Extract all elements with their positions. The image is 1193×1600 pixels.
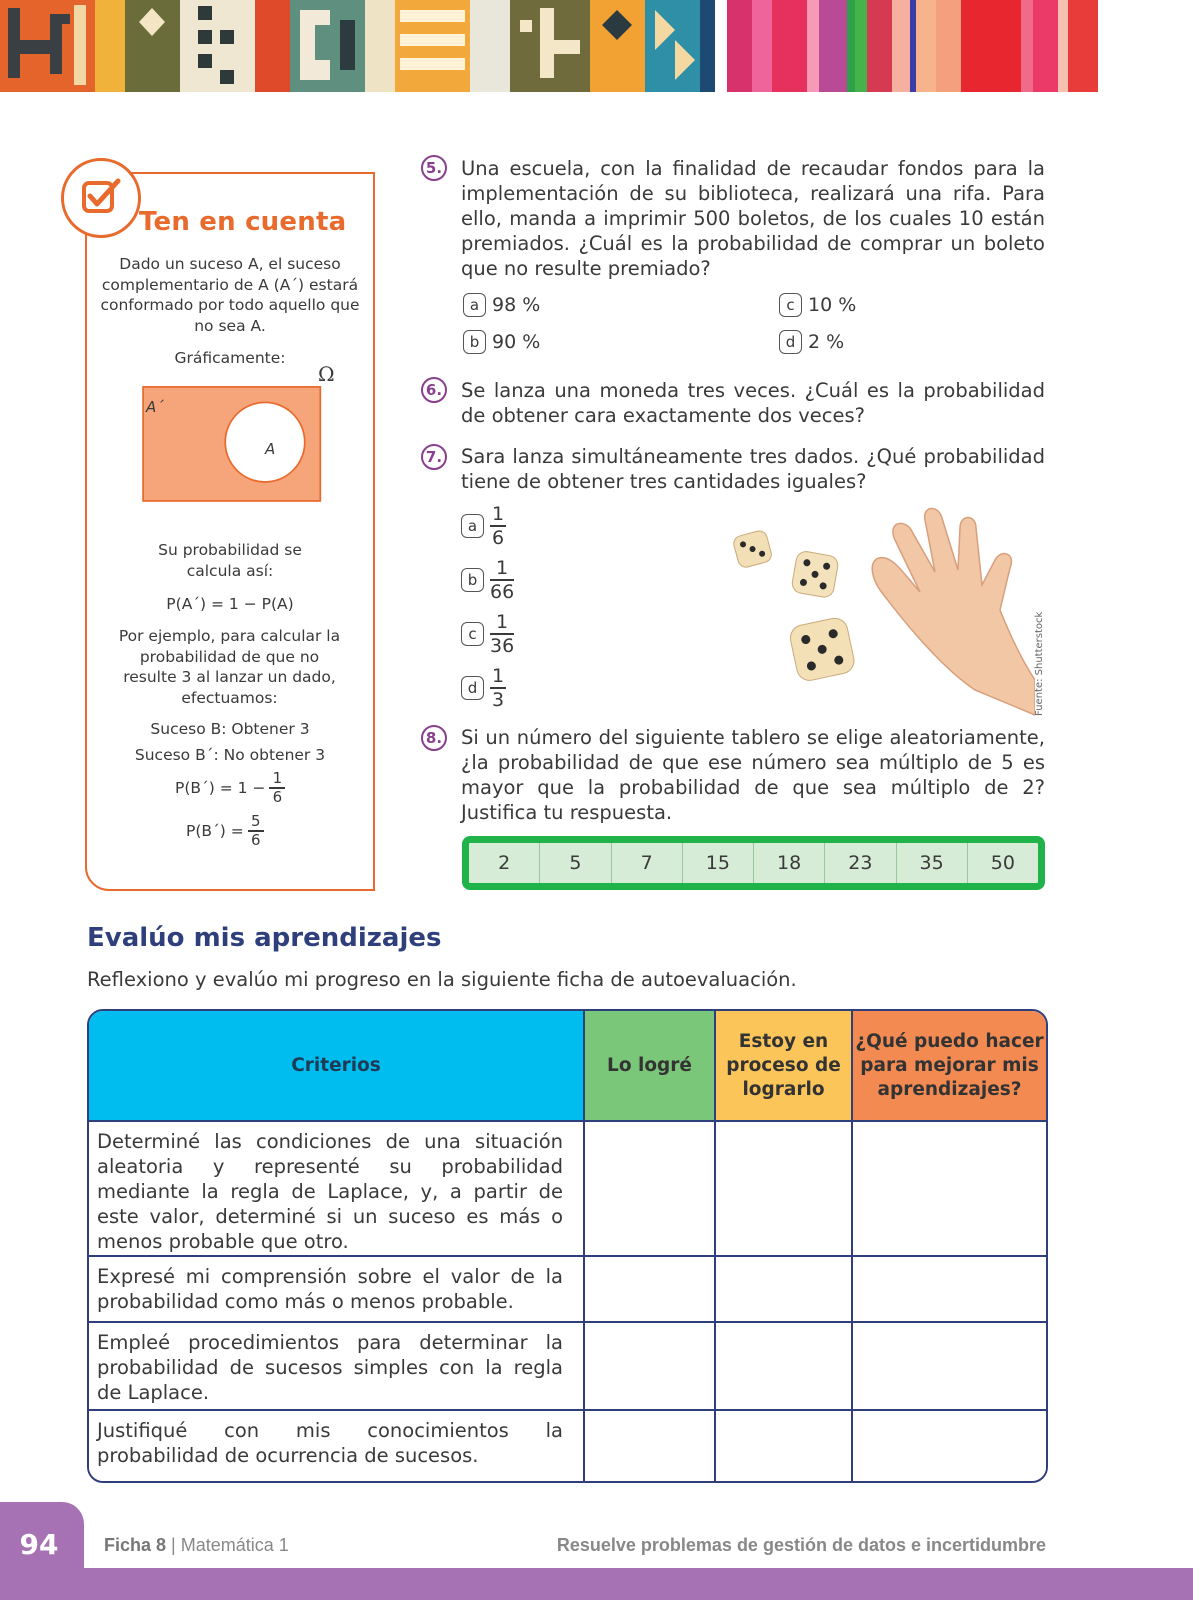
option-letter: b bbox=[463, 330, 486, 354]
calc1-den: 6 bbox=[272, 787, 283, 806]
board-cell: 7 bbox=[612, 843, 683, 883]
board-cell: 18 bbox=[754, 843, 825, 883]
tip-example: Por ejemplo, para calcular la probabilidad de que no resulte 3 al lanzar un dado, efectuamos: bbox=[118, 627, 341, 707]
tip-calc-1 bbox=[175, 770, 285, 806]
option-value: 10 % bbox=[808, 294, 857, 316]
criterion-3: Empleé procedimientos para determinar la probabilidad de sucesos simples con la regla de Laplace. bbox=[89, 1323, 585, 1411]
dice-hand-illustration bbox=[720, 500, 1035, 720]
option-fraction bbox=[490, 503, 506, 549]
option-letter: a bbox=[463, 293, 486, 317]
omega-label: Ω bbox=[318, 362, 335, 386]
option-fraction bbox=[490, 611, 514, 657]
board-cell: 35 bbox=[897, 843, 968, 883]
question-6-number: 6. bbox=[421, 377, 447, 403]
footer-subject: Matemática 1 bbox=[180, 1535, 289, 1555]
tip-graph-label: Gráficamente: bbox=[174, 349, 286, 367]
footer-left bbox=[104, 1535, 289, 1556]
header-textile-band bbox=[0, 0, 1193, 92]
cell-lo-logre[interactable] bbox=[585, 1257, 716, 1323]
venn-set-label: A bbox=[265, 440, 276, 458]
header-criterios: Criterios bbox=[89, 1011, 585, 1122]
calc1-num: 1 bbox=[272, 769, 283, 787]
calc2-den: 6 bbox=[250, 830, 261, 849]
footer-separator: | bbox=[171, 1535, 176, 1555]
header-lo-logre: Lo logré bbox=[585, 1011, 716, 1122]
checkbox-check-icon bbox=[64, 161, 138, 235]
question-5-number: 5. bbox=[421, 155, 447, 181]
option-letter: d bbox=[779, 330, 802, 354]
q5-option-c[interactable] bbox=[779, 293, 856, 317]
q5-option-b[interactable] bbox=[463, 330, 540, 354]
tip-prob-intro: Su probabilidad se calcula así: bbox=[158, 541, 302, 580]
tip-event-b-comp: Suceso B´: No obtener 3 bbox=[134, 746, 326, 764]
self-assessment-table bbox=[87, 1009, 1048, 1483]
q5-option-a[interactable] bbox=[463, 293, 540, 317]
option-letter: c bbox=[461, 622, 484, 646]
fraction-numerator: 1 bbox=[496, 557, 509, 579]
cell-en-proceso[interactable] bbox=[716, 1257, 853, 1323]
evaluation-subtitle: Reflexiono y evalúo mi progreso en la siguiente ficha de autoevaluación. bbox=[87, 968, 797, 991]
option-letter: d bbox=[461, 676, 484, 700]
calc2-fraction bbox=[248, 813, 264, 849]
cell-lo-logre[interactable] bbox=[585, 1323, 716, 1411]
question-7-number: 7. bbox=[421, 444, 447, 470]
option-letter: b bbox=[461, 568, 484, 592]
option-letter: c bbox=[779, 293, 802, 317]
header-en-proceso: Estoy en proceso de lograrlo bbox=[716, 1011, 853, 1122]
option-fraction bbox=[490, 665, 506, 711]
cell-lo-logre[interactable] bbox=[585, 1411, 716, 1481]
cell-mejorar[interactable] bbox=[853, 1257, 1046, 1323]
q7-option-c[interactable] bbox=[461, 611, 514, 657]
question-6-text: Se lanza una moneda tres veces. ¿Cuál es la probabilidad de obtener cara exactamente dos veces? bbox=[461, 379, 1045, 427]
venn-complement-label: A´ bbox=[146, 398, 164, 416]
calc2-lhs: P(B´) = bbox=[186, 821, 244, 840]
tip-calc-2 bbox=[186, 813, 264, 849]
number-board bbox=[462, 836, 1045, 890]
footer-competency: Resuelve problemas de gestión de datos e incertidumbre bbox=[556, 1535, 1046, 1555]
cell-lo-logre[interactable] bbox=[585, 1122, 716, 1257]
option-letter: a bbox=[461, 514, 484, 538]
cell-mejorar[interactable] bbox=[853, 1323, 1046, 1411]
criterion-2: Expresé mi comprensión sobre el valor de la probabilidad como más o menos probable. bbox=[89, 1257, 585, 1323]
footer-ficha: Ficha 8 bbox=[104, 1535, 167, 1555]
board-cell: 50 bbox=[968, 843, 1038, 883]
criterion-1: Determiné las condiciones de una situación aleatoria y representé su probabilidad mediante la regla de Laplace, y, a partir de este valor, determiné si un suceso es más o menos probable que otro. bbox=[89, 1122, 585, 1257]
option-value: 98 % bbox=[492, 294, 541, 316]
tip-event-b: Suceso B: Obtener 3 bbox=[150, 720, 310, 738]
board-cell: 15 bbox=[683, 843, 754, 883]
q7-option-d[interactable] bbox=[461, 665, 506, 711]
fraction-denominator: 3 bbox=[491, 688, 505, 711]
cell-mejorar[interactable] bbox=[853, 1122, 1046, 1257]
q5-option-d[interactable] bbox=[779, 330, 844, 354]
q7-option-a[interactable] bbox=[461, 503, 506, 549]
question-5-text: Una escuela, con la finalidad de recaudar fondos para la implementación de su biblioteca, realizará una rifa. Para ello, manda a imprimir 500 boletos, de los cuales 10 están premiados. ¿Cuál es la probabilidad de comprar un boleto que no resulte premiado? bbox=[461, 157, 1045, 280]
option-fraction bbox=[490, 557, 514, 603]
option-value: 2 % bbox=[808, 331, 845, 353]
header-mejorar: ¿Qué puedo hacer para mejorar mis aprendizajes? bbox=[853, 1011, 1046, 1122]
board-cell: 2 bbox=[469, 843, 540, 883]
footer-bar bbox=[0, 1568, 1193, 1600]
q7-option-b[interactable] bbox=[461, 557, 514, 603]
calc2-num: 5 bbox=[250, 812, 261, 830]
calc1-fraction bbox=[269, 770, 285, 806]
tip-intro: Dado un suceso A, el suceso complementario de A (A´) estará conformado por todo aquello que no sea A. bbox=[100, 255, 360, 335]
cell-en-proceso[interactable] bbox=[716, 1411, 853, 1481]
tip-formula: P(A´) = 1 − P(A) bbox=[166, 595, 294, 613]
fraction-denominator: 66 bbox=[490, 580, 515, 603]
tip-badge bbox=[61, 158, 141, 238]
fraction-numerator: 1 bbox=[491, 665, 505, 687]
fraction-denominator: 6 bbox=[491, 526, 505, 549]
question-7-text: Sara lanza simultáneamente tres dados. ¿Qué probabilidad tiene de obtener tres cantidades iguales? bbox=[461, 445, 1045, 493]
question-8-text: Si un número del siguiente tablero se elige aleatoriamente, ¿la probabilidad de que ese número sea múltiplo de 5 es mayor que la probabilidad de que sea múltiplo de 2? Justifica tu respuesta. bbox=[461, 726, 1045, 824]
cell-en-proceso[interactable] bbox=[716, 1323, 853, 1411]
page-number: 94 bbox=[19, 1528, 59, 1561]
criterion-4: Justifiqué con mis conocimientos la probabilidad de ocurrencia de sucesos. bbox=[89, 1411, 585, 1481]
calc1-lhs: P(B´) = 1 − bbox=[175, 778, 266, 797]
tip-title: Ten en cuenta bbox=[139, 207, 347, 237]
photo-credit: Fuente: Shutterstock bbox=[1034, 611, 1045, 716]
cell-mejorar[interactable] bbox=[853, 1411, 1046, 1481]
fraction-denominator: 36 bbox=[490, 634, 515, 657]
board-cell: 5 bbox=[540, 843, 611, 883]
evaluation-title: Evalúo mis aprendizajes bbox=[87, 923, 442, 953]
board-cell: 23 bbox=[825, 843, 896, 883]
question-8-number: 8. bbox=[421, 725, 447, 751]
fraction-numerator: 1 bbox=[496, 611, 509, 633]
option-value: 90 % bbox=[492, 331, 541, 353]
cell-en-proceso[interactable] bbox=[716, 1122, 853, 1257]
fraction-numerator: 1 bbox=[491, 503, 505, 525]
